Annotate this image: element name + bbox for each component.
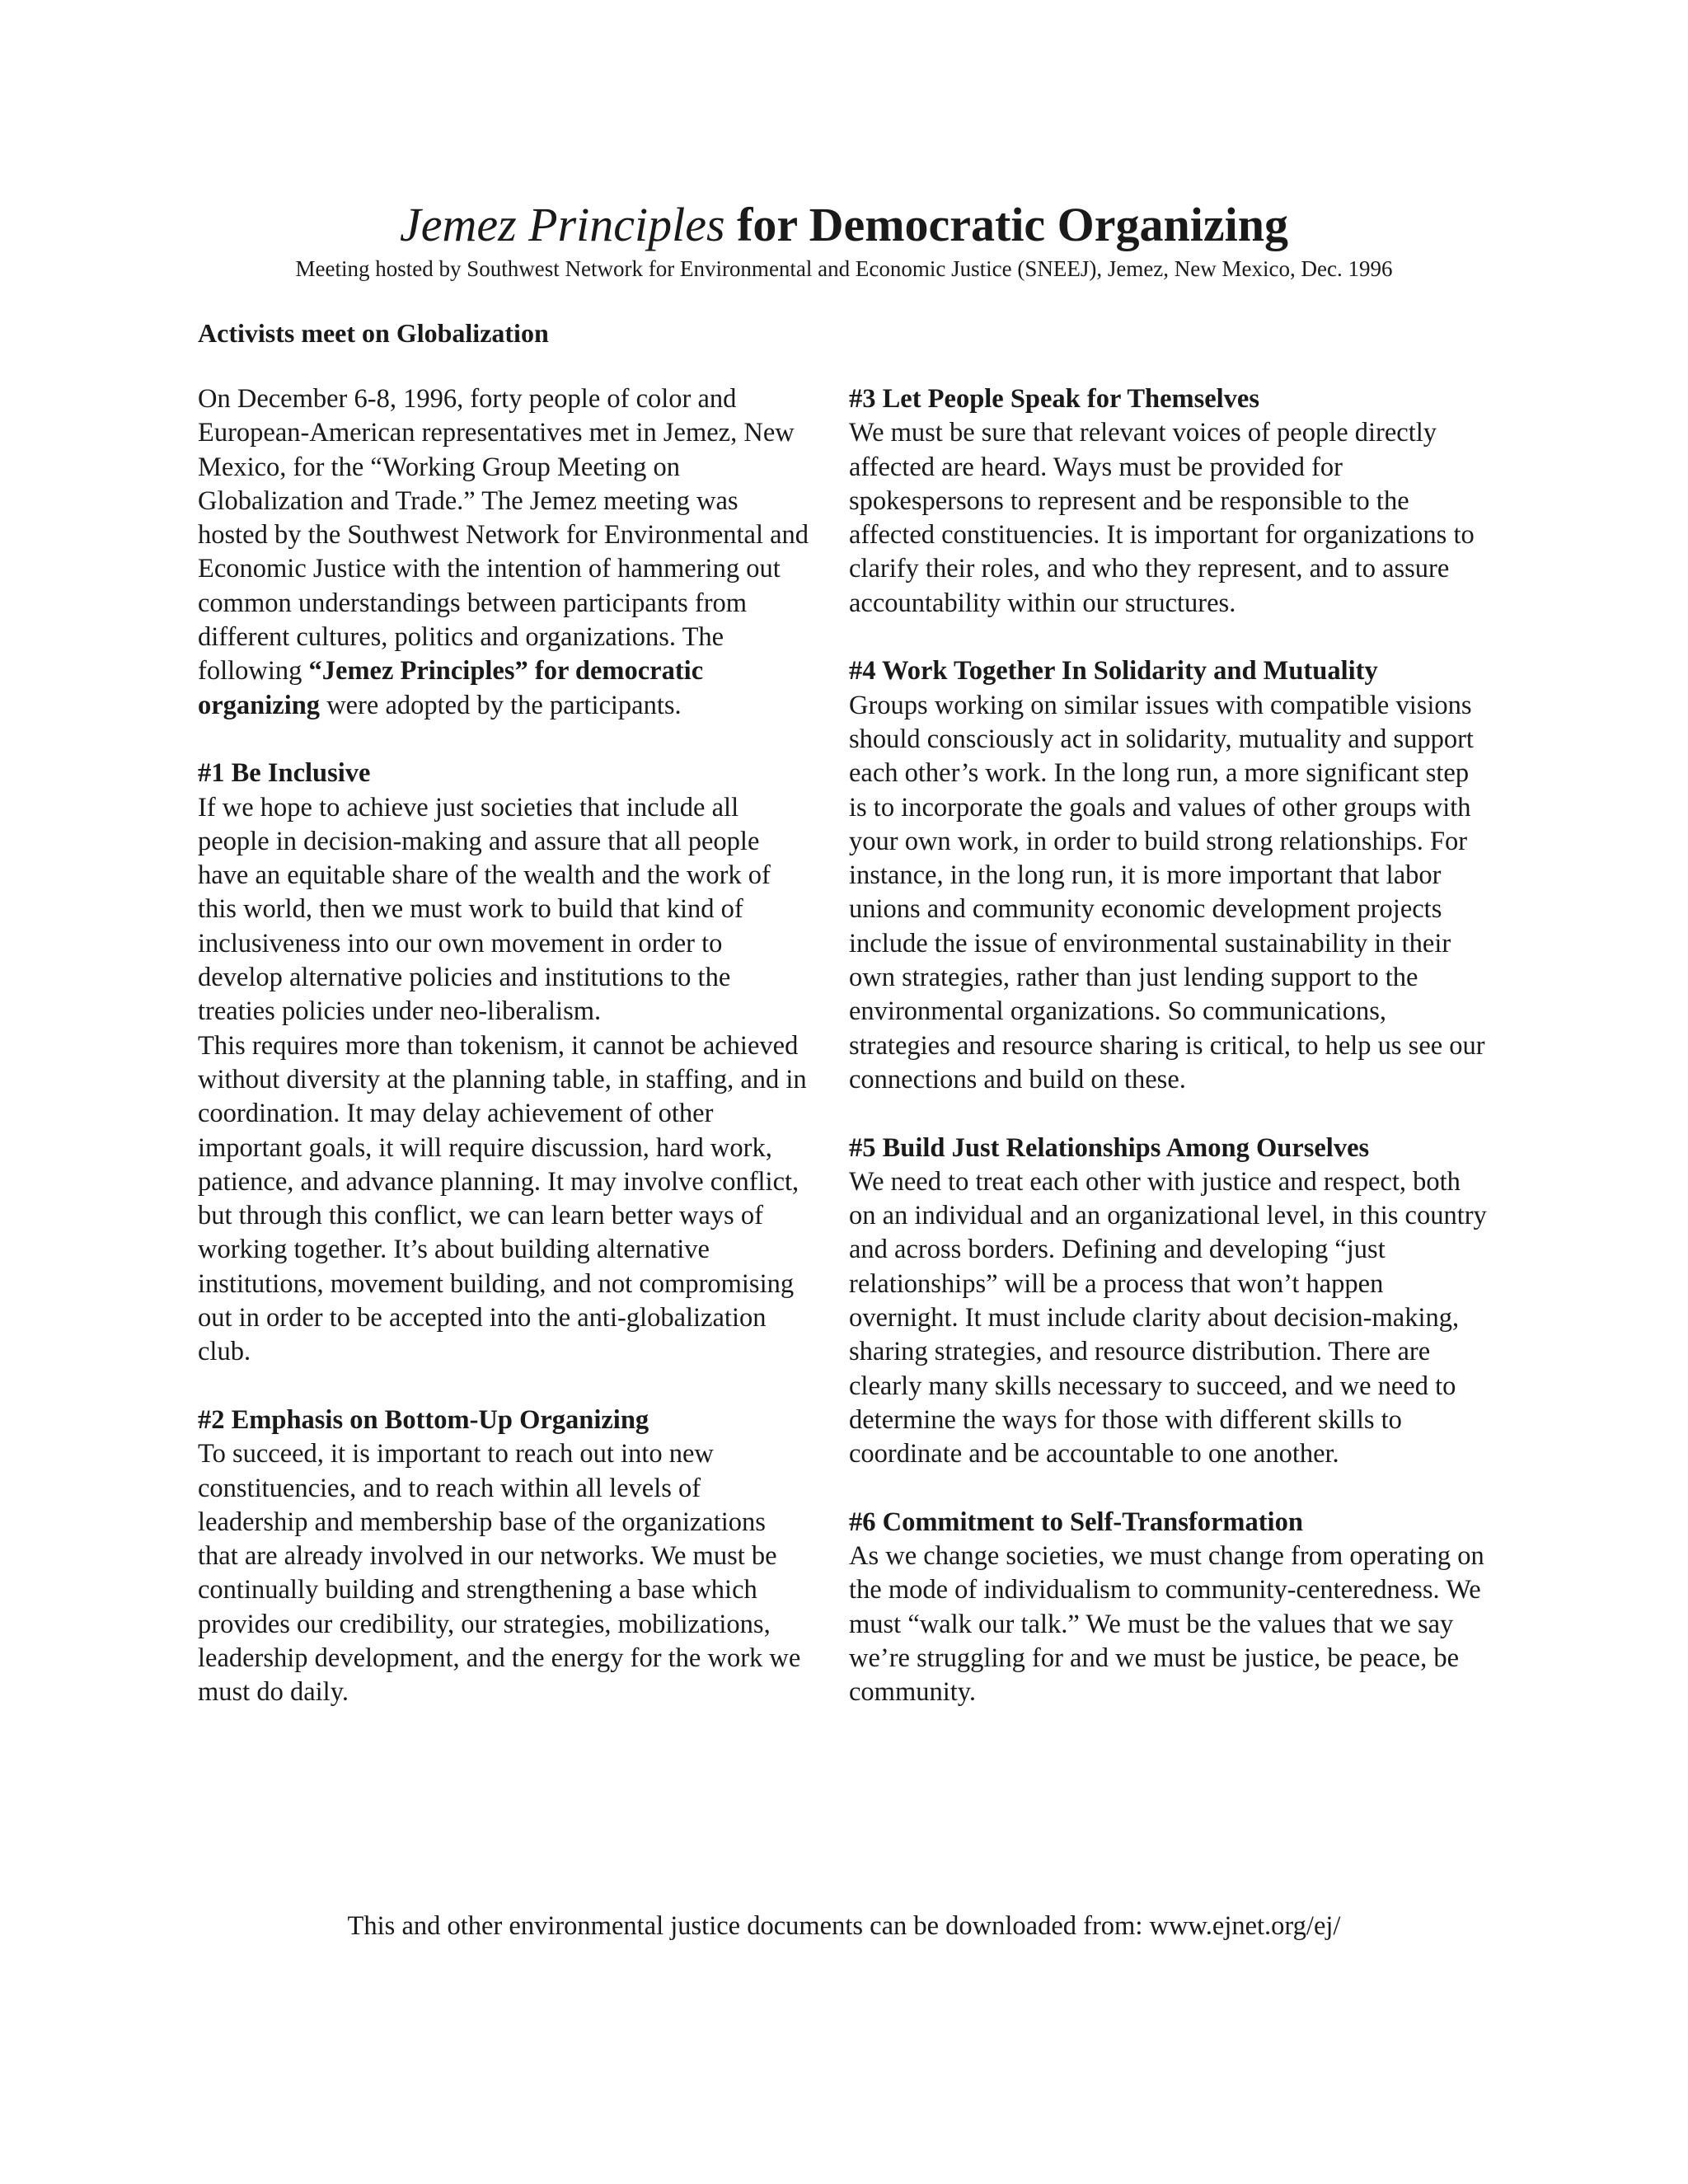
principle-heading-4: #4 Work Together In Solidarity and Mutuality xyxy=(849,656,1378,687)
principle-5-paragraph-1: We need to treat each other with justice and respect, both on an individual and an organizational level, in this country and across borders. Defining and developing “just relationships” will be a process that won’t happen overnight. It must include clarity about decision-making, sharing strategies, and resource distribution. There are clearly many skills necessary to succeed, and we need to determine the ways for those with different skills to coordinate and be accountable to one another. xyxy=(849,1166,1487,1469)
title-rest-part: for Democratic Organizing xyxy=(724,198,1289,251)
title-italic-part: Jemez Principles xyxy=(399,198,725,251)
principle-heading-1: #1 Be Inclusive xyxy=(198,758,371,789)
right-column xyxy=(849,382,1492,1710)
spacer xyxy=(849,1097,1492,1131)
principle-1-paragraph-2: This requires more than tokenism, it cannot be achieved without diversity at the planning table, in staffing, and in coordination. It may delay achievement of other important goals, it will require discussion, hard work, patience, and advance planning. It may involve conflict, but through this conflict, we can learn better ways of working together. It’s about building alternative institutions, movement building, and not compromising out in order to be accepted into the anti-globalization club. xyxy=(198,1030,807,1367)
document-title xyxy=(0,196,1688,254)
footer-note: This and other environmental justice documents can be downloaded from: www.ejnet.org/ej/ xyxy=(347,1911,1341,1941)
principle-6-paragraph-1: As we change societies, we must change from operating on the mode of individualism to community-centeredness. We must “walk our talk.” We must be the values that we say we’re struggling for and we must be justice, be peace, be community. xyxy=(849,1541,1484,1708)
intro-paragraph xyxy=(198,382,809,723)
intro-text-bold: “Jemez Principles” for democratic organizing xyxy=(198,656,704,720)
principle-heading-2: #2 Emphasis on Bottom-Up Organizing xyxy=(198,1404,649,1435)
spacer xyxy=(198,723,809,757)
document-subtitle: Meeting hosted by Southwest Network for Environmental and Economic Justice (SNEEJ), Jemez, New Mexico, Dec. 1996 xyxy=(295,256,1393,281)
principle-heading-6: #6 Commitment to Self-Transformation xyxy=(849,1507,1303,1537)
intro-text-after: were adopted by the participants. xyxy=(320,690,682,720)
principle-3-paragraph-1: We must be sure that relevant voices of people directly affected are heard. Ways must be provided for spokespersons to represent and be responsible to the affected constituencies. It is important for organizations to clarify their roles, and who they represent, and to assure accountability within our structures. xyxy=(849,418,1475,618)
spacer xyxy=(849,621,1492,654)
spacer xyxy=(198,1370,809,1404)
left-column xyxy=(198,382,809,1710)
spacer xyxy=(849,1472,1492,1506)
principle-4-paragraph-1: Groups working on similar issues with compatible visions should consciously act in solidarity, mutuality and support each other’s work. In the long run, a more significant step is to incorporate the goals and values of other groups with your own work, in order to build strong relationships. For instance, in the long run, it is more important that labor unions and community economic development projects include the issue of environmental sustainability in their own strategies, rather than just lending support to the environmental organizations. So communications, strategies and resource sharing is critical, to help us see our connections and build on these. xyxy=(849,690,1485,1094)
intro-text-before: On December 6-8, 1996, forty people of color and European-American representatives met in Jemez, New Mexico, for the “Working Group Meeting on Globalization and Trade.” The Jemez meeting was hosted by the Southwest Network for Environmental and Economic Justice with the intention of hammering out common understandings between participants from different cultures, politics and organizations. The following xyxy=(198,384,809,687)
section-headline: Activists meet on Globalization xyxy=(198,318,549,348)
principle-1-paragraph-1: If we hope to achieve just societies that include all people in decision-making and assure that all people have an equitable share of the wealth and the work of this world, then we must work to build that kind of inclusiveness into our own movement in order to develop alternative policies and institutions to the treaties policies under neo-liberalism. xyxy=(198,792,771,1027)
principle-heading-5: #5 Build Just Relationships Among Ourselves xyxy=(849,1132,1370,1163)
principle-2-paragraph-1: To succeed, it is important to reach out into new constituencies, and to reach within all levels of leadership and membership base of the organizations that are already involved in our networks. We must be continually building and strengthening a base which provides our credibility, our strategies, mobilizations, leadership development, and the energy for the work we must do daily. xyxy=(198,1439,801,1708)
principle-heading-3: #3 Let People Speak for Themselves xyxy=(849,384,1260,414)
